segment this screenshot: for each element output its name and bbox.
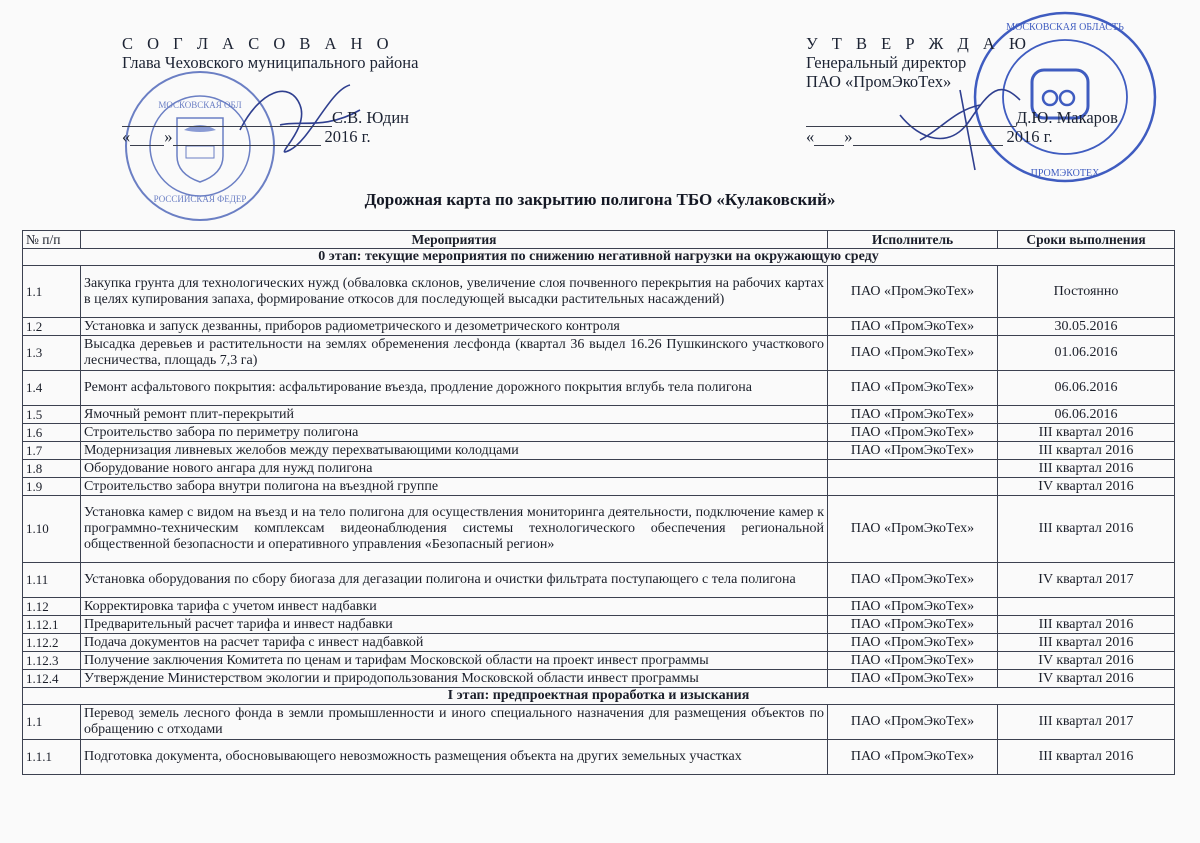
table-row: 1.9 Строительство забора внутри полигона на въездной группе IV квартал 2016 (23, 478, 1175, 496)
table-row: 1.8 Оборудование нового ангара для нужд полигона III квартал 2016 (23, 460, 1175, 478)
approved-position: Генеральный директор (806, 53, 967, 72)
svg-text:МОСКОВСКАЯ ОБЛ: МОСКОВСКАЯ ОБЛ (158, 100, 242, 110)
agreed-position: Глава Чеховского муниципального района (122, 53, 419, 72)
table-row: 1.11 Установка оборудования по сбору биогаза для дегазации полигона и очистки фильтрата поступающего с тела полигона ПАО «ПромЭкоТех» IV квартал 2017 (23, 563, 1175, 598)
table-row: 1.10 Установка камер с видом на въезд и на тело полигона для осуществления мониторинга деятельности, подключение камер к программно-техническим комплексам видеонаблюдения системы технологического обеспечения региональной общественной безопасности и оперативного управления «Безопасный регион» ПАО «ПромЭкоТех» III квартал 2016 (23, 496, 1175, 563)
stage-0-title: 0 этап: текущие мероприятия по снижению негативной нагрузки на окружающую среду (23, 249, 1175, 266)
agreed-date-line (122, 127, 542, 146)
stage-0-row (23, 249, 1175, 266)
agreed-signer-name: С.В. Юдин (332, 108, 409, 127)
stage-1-title: I этап: предпроектная проработка и изыскания (23, 688, 1175, 705)
table-row: 1.4 Ремонт асфальтового покрытия: асфальтирование въезда, продление дорожного покрытия вглубь тела полигона ПАО «ПромЭкоТех» 06.06.2016 (23, 371, 1175, 406)
signature-underline (122, 126, 332, 127)
header-executor: Исполнитель (828, 231, 998, 249)
approved-date-line: « » 2016 г. (806, 127, 1053, 146)
table-row: 1.5 Ямочный ремонт плит-перекрытий ПАО «ПромЭкоТех» 06.06.2016 (23, 406, 1175, 424)
table-row: 1.12.4 Утверждение Министерством экологии и природопользования Московской области инвест программы ПАО «ПромЭкоТех» IV квартал 2016 (23, 670, 1175, 688)
approved-signature-line (806, 108, 1166, 127)
agreed-signature-line (122, 108, 542, 127)
approved-title: У Т В Е Р Ж Д А Ю (806, 34, 1031, 53)
svg-text:МОСКОВСКАЯ ОБЛАСТЬ: МОСКОВСКАЯ ОБЛАСТЬ (1006, 22, 1124, 33)
header-deadline: Сроки выполнения (998, 231, 1175, 249)
agreed-date-year: 2016 г. (324, 127, 371, 146)
header-num: № п/п (23, 231, 81, 249)
table-row: 1.6 Строительство забора по периметру полигона ПАО «ПромЭкоТех» III квартал 2016 (23, 424, 1175, 442)
stage-1-row (23, 688, 1175, 705)
document-title: Дорожная карта по закрытию полигона ТБО «Кулаковский» (364, 190, 836, 209)
approved-signer-name: Д.Ю. Макаров (1016, 108, 1118, 127)
table-row: 1.7 Модернизация ливневых желобов между перехватывающими колодцами ПАО «ПромЭкоТех» III квартал 2016 (23, 442, 1175, 460)
date-open-quote: « (122, 127, 131, 146)
svg-text:ПРОМЭКОТЕХ: ПРОМЭКОТЕХ (1030, 168, 1100, 179)
table-row: 1.3 Высадка деревьев и растительности на землях обременения лесфонда (квартал 36 выдел 16.26 Пушкинского участкового лесничества, площадь 7,3 га) ПАО «ПромЭкоТех» 01.06.2016 (23, 336, 1175, 371)
date-close-quote: » (164, 127, 173, 146)
table-row: 1.12.1 Предварительный расчет тарифа и инвест надбавки ПАО «ПромЭкоТех» III квартал 2016 (23, 616, 1175, 634)
table-row: 1.12.2 Подача документов на расчет тарифа с инвест надбавкой ПАО «ПромЭкоТех» III квартал 2016 (23, 634, 1175, 652)
table-row: 1.12.3 Получение заключения Комитета по ценам и тарифам Московской области на проект инвест программы ПАО «ПромЭкоТех» IV квартал 2016 (23, 652, 1175, 670)
table-row: 1.1 Закупка грунта для технологических нужд (обваловка склонов, увеличение слоя почвенного перекрытия на рабочих картах в целях купирования запаха, формирование откосов для последующей высадки растительных насаждений) ПАО «ПромЭкоТех» Постоянно (23, 266, 1175, 318)
table-row: 1.1.1 Подготовка документа, обосновывающего невозможность размещения объекта на других земельных участках ПАО «ПромЭкоТех» III квартал 2016 (23, 740, 1175, 775)
approved-company: ПАО «ПромЭкоТех» (806, 72, 952, 91)
approved-block (806, 34, 1166, 146)
agreed-block (122, 34, 542, 146)
svg-text:РОССИЙСКАЯ ФЕДЕР: РОССИЙСКАЯ ФЕДЕР (153, 194, 247, 204)
approved-date-year: 2016 г. (1006, 127, 1053, 146)
header-activity: Мероприятия (81, 231, 828, 249)
roadmap-table (22, 230, 1175, 775)
agreed-title: С О Г Л А С О В А Н О (122, 34, 394, 53)
table-header-row (23, 231, 1175, 249)
table-row: 1.2 Установка и запуск дезванны, приборов радиометрического и дезометрического контроля ПАО «ПромЭкоТех» 30.05.2016 (23, 318, 1175, 336)
table-row: 1.1 Перевод земель лесного фонда в земли промышленности и иного специального назначения для размещения объектов по обращению с отходами ПАО «ПромЭкоТех» III квартал 2017 (23, 705, 1175, 740)
table-row: 1.12 Корректировка тарифа с учетом инвест надбавки ПАО «ПромЭкоТех» (23, 598, 1175, 616)
